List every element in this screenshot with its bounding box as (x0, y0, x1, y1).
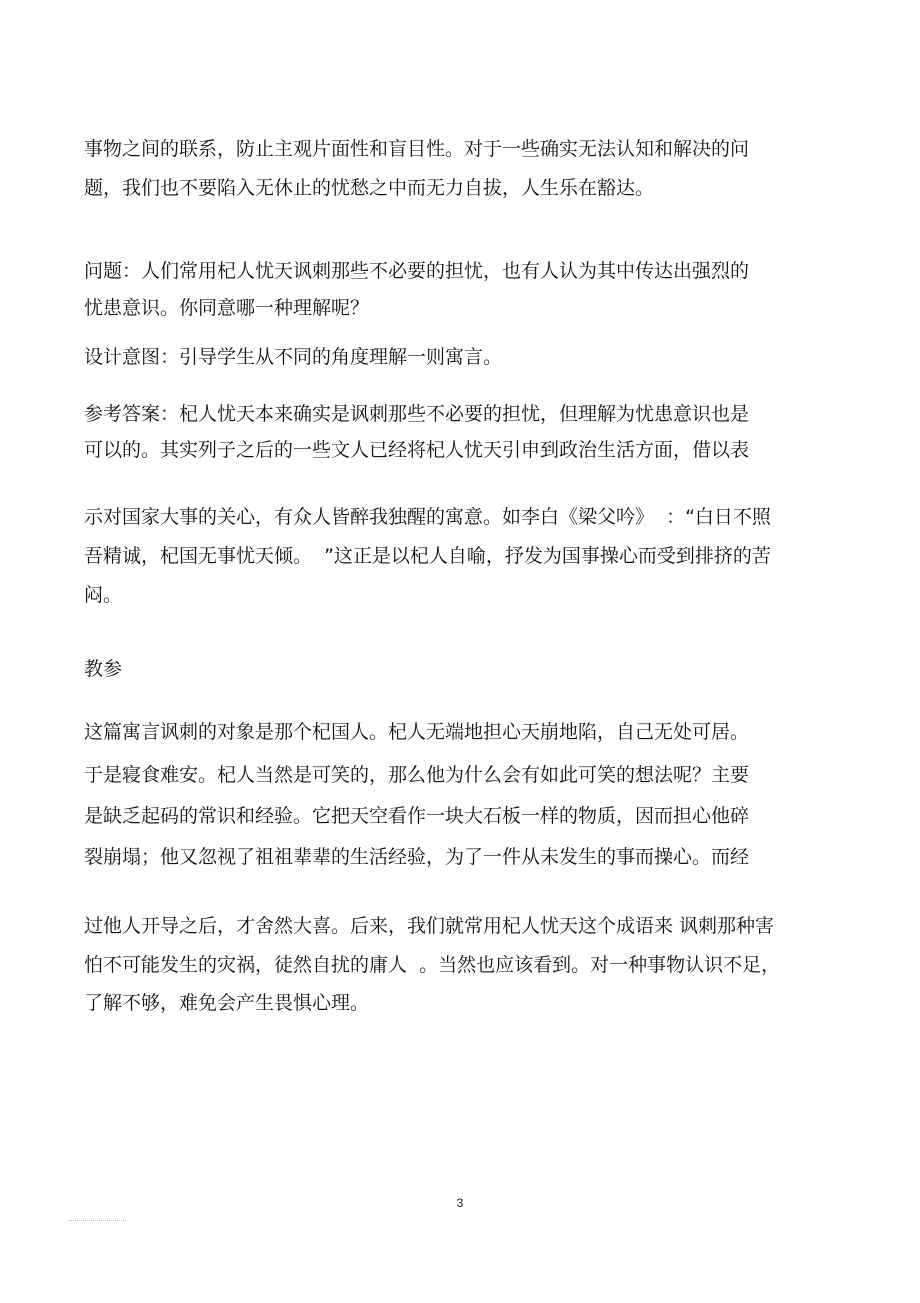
footer-divider (68, 1220, 126, 1221)
section-heading: 教参 (84, 658, 123, 680)
reference-line: 过他人开导之后，才舍然大喜。后来，我们就常用杞人忧天这个成语来 讽刺那种害 (84, 915, 775, 937)
reference-line: 怕不可能发生的灾祸，徒然自扰的庸人 。当然也应该看到。对一种事物认识不足， (84, 954, 781, 976)
answer-line: 示对国家大事的关心，有众人皆醉我独醒的寓意。如李白《梁父吟》 ：“白日不照 (84, 506, 771, 528)
design-intent: 设计意图：引导学生从不同的角度理解一则寓言。 (84, 346, 503, 368)
page-number: 3 (456, 1196, 464, 1210)
question-line: 问题：人们常用杞人忧天讽刺那些不必要的担忧，也有人认为其中传达出强烈的 (84, 260, 750, 282)
answer-line: 闷。 (84, 584, 123, 606)
answer-line: 可以的。其实列子之后的一些文人已经将杞人忧天引申到政治生活方面，借以表 (84, 439, 750, 461)
paragraph-line: 事物之间的联系，防止主观片面性和盲目性。对于一些确实无法认知和解决的问 (84, 138, 750, 160)
reference-line: 于是寝食难安。杞人当然是可笑的，那么他为什么会有如此可笑的想法呢？主要 (84, 764, 750, 786)
reference-line: 是缺乏起码的常识和经验。它把天空看作一块大石板一样的物质，因而担心他碎 (84, 805, 750, 827)
paragraph-line: 题，我们也不要陷入无休止的忧愁之中而无力自拔，人生乐在豁达。 (84, 177, 655, 199)
answer-line: 参考答案：杞人忧天本来确实是讽刺那些不必要的担忧，但理解为忧患意识也是 (84, 403, 750, 425)
reference-line: 裂崩塌；他又忽视了祖祖辈辈的生活经验，为了一件从未发生的事而操心。而经 (84, 846, 750, 868)
reference-line: 了解不够，难免会产生畏惧心理。 (84, 992, 370, 1014)
reference-line: 这篇寓言讽刺的对象是那个杞国人。杞人无端地担心天崩地陷，自己无处可居。 (84, 721, 750, 743)
question-line: 忧患意识。你同意哪一种理解呢？ (84, 297, 370, 319)
answer-line: 吾精诚，杞国无事忧天倾。 ”这正是以杞人自喻，抒发为国事操心而受到排挤的苦 (84, 545, 771, 567)
